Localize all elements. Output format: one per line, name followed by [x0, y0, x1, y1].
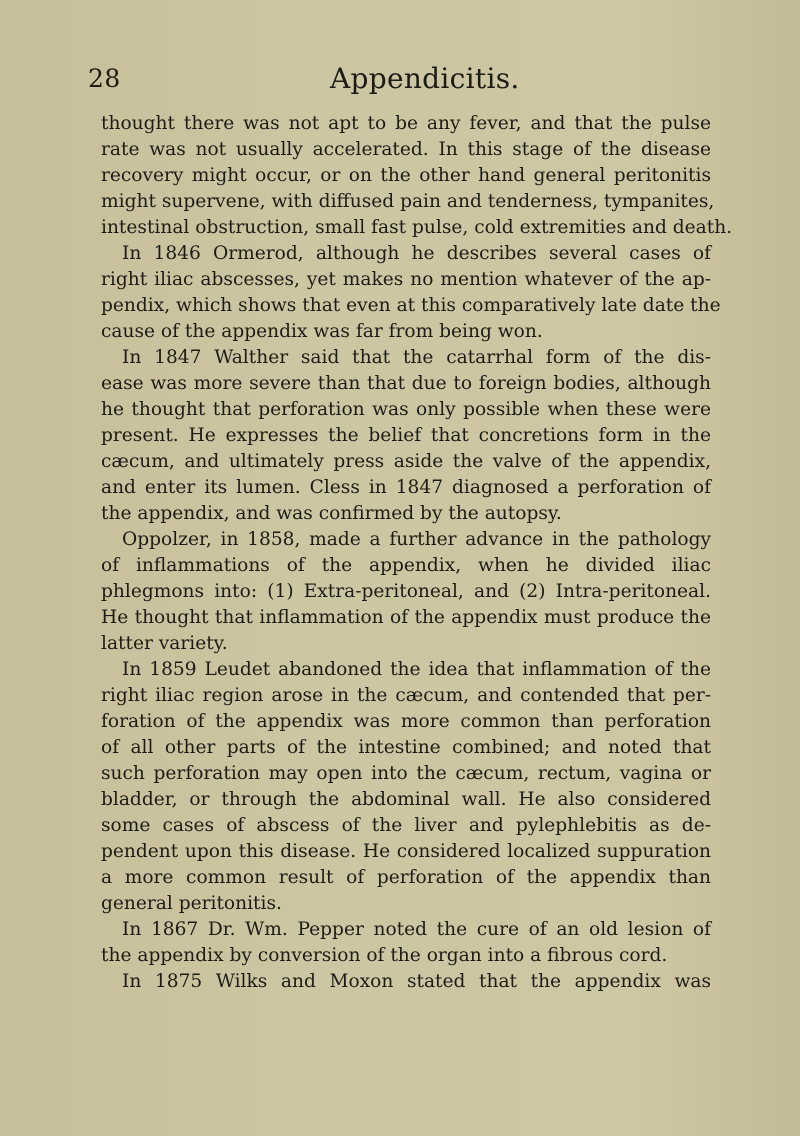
page-header — [0, 62, 800, 102]
text-line: present. He expresses the belief that concretions form in the — [101, 425, 711, 446]
text-line: the appendix, and was confirmed by the autopsy. — [101, 503, 562, 524]
text-line: a more common result of perforation of the appendix than — [101, 867, 711, 888]
text-line: In 1859 Leudet abandoned the idea that inflammation of the — [122, 659, 711, 680]
text-line: recovery might occur, or on the other hand general peritonitis — [101, 165, 711, 186]
text-line: general peritonitis. — [101, 893, 282, 914]
text-line: foration of the appendix was more common than perforation — [101, 711, 711, 732]
text-line: some cases of abscess of the liver and pylephlebitis as de- — [101, 815, 711, 836]
text-line: phlegmons into: (1) Extra-peritoneal, and (2) Intra-peritoneal. — [101, 581, 711, 602]
text-line: rate was not usually accelerated. In this stage of the disease — [101, 139, 711, 160]
text-line: thought there was not apt to be any fever, and that the pulse — [101, 113, 711, 134]
text-line: In 1846 Ormerod, although he describes several cases of — [122, 243, 711, 264]
page-number: 28 — [88, 64, 121, 93]
text-line: he thought that perforation was only possible when these were — [101, 399, 711, 420]
text-line: and enter its lumen. Cless in 1847 diagnosed a perforation of — [101, 477, 711, 498]
text-line: might supervene, with diffused pain and tenderness, tympanites, — [101, 191, 715, 212]
text-line: of all other parts of the intestine combined; and noted that — [101, 737, 711, 758]
text-line: In 1847 Walther said that the catarrhal form of the dis- — [122, 347, 711, 368]
text-line: of inflammations of the appendix, when he divided iliac — [101, 555, 711, 576]
body-text — [101, 111, 733, 995]
running-title: Appendicitis. — [330, 62, 520, 95]
text-line: bladder, or through the abdominal wall. He also considered — [101, 789, 711, 810]
text-line: ease was more severe than that due to foreign bodies, although — [101, 373, 711, 394]
text-line: intestinal obstruction, small fast pulse, cold extremities and death. — [101, 217, 733, 238]
text-line: cause of the appendix was far from being won. — [101, 321, 543, 342]
text-line: He thought that inflammation of the appendix must produce the — [101, 607, 711, 628]
text-line: latter variety. — [101, 633, 228, 654]
text-line: such perforation may open into the cæcum, rectum, vagina or — [101, 763, 711, 784]
text-line: right iliac abscesses, yet makes no mention whatever of the ap- — [101, 269, 711, 290]
text-line: the appendix by conversion of the organ into a fibrous cord. — [101, 945, 668, 966]
text-line: right iliac region arose in the cæcum, and contended that per- — [101, 685, 711, 706]
text-line: In 1867 Dr. Wm. Pepper noted the cure of an old lesion of — [122, 919, 711, 940]
text-line: pendix, which shows that even at this comparatively late date the — [101, 295, 721, 316]
text-line: cæcum, and ultimately press aside the valve of the appendix, — [101, 451, 711, 472]
text-line: pendent upon this disease. He considered localized suppuration — [101, 841, 711, 862]
text-line: Oppolzer, in 1858, made a further advance in the pathology — [122, 529, 711, 550]
text-line: In 1875 Wilks and Moxon stated that the appendix was — [122, 971, 711, 992]
